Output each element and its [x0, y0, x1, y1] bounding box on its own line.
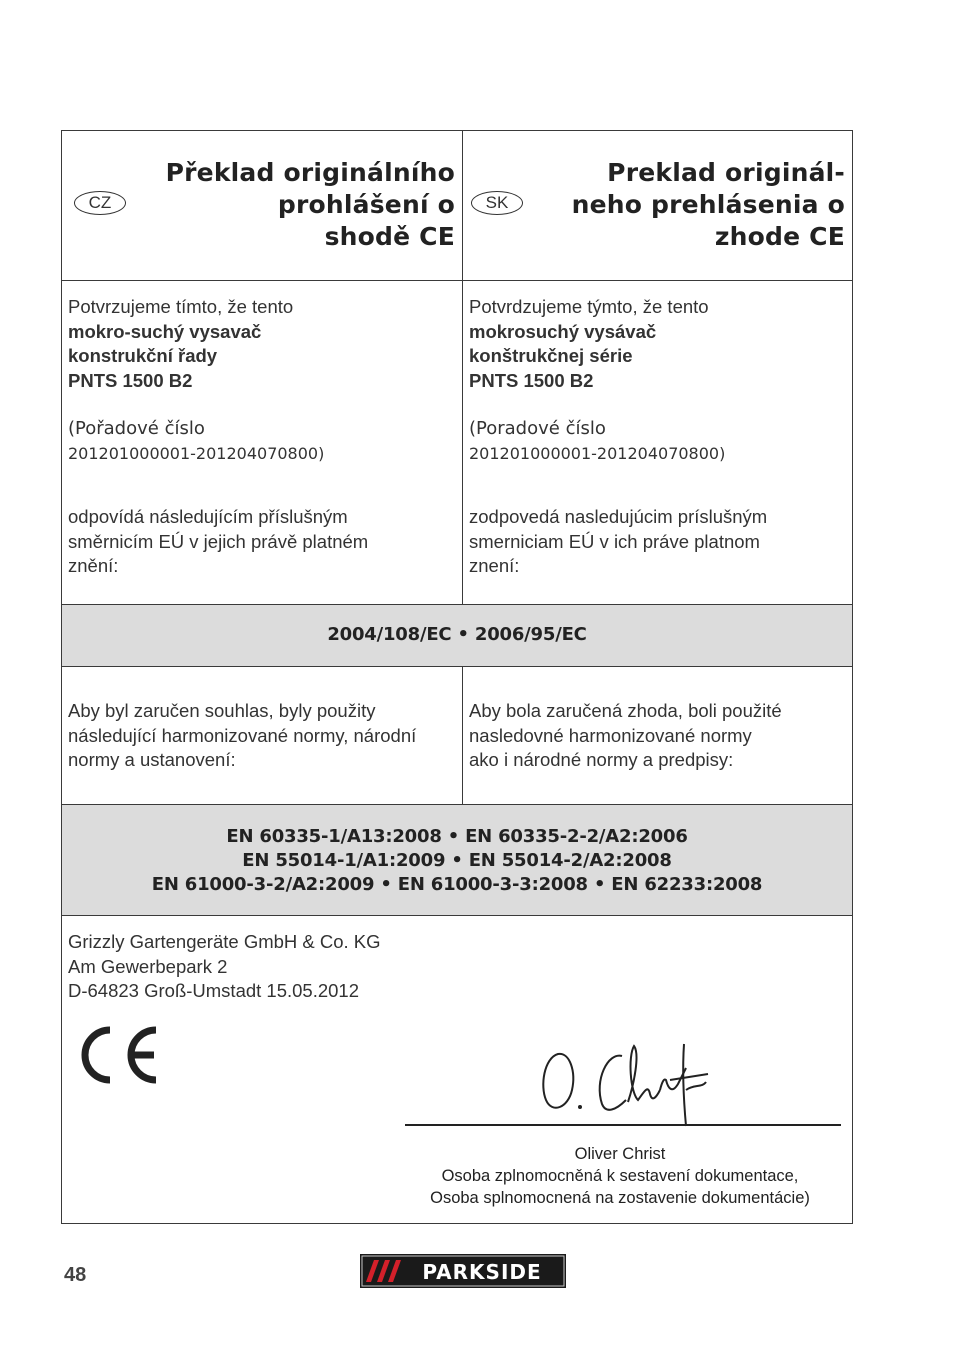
standards-line: EN 61000-3-2/A2:2009 • EN 61000-3-3:2008 • EN 62233:2008 — [151, 874, 763, 895]
harmonized-cz: Aby byl zaručen souhlas, byly použity následující harmonizované normy, národní normy a ustanovení: — [62, 667, 463, 804]
title-sk: Preklad originál- neho prehlásenia o zhode CE — [571, 158, 845, 251]
harmonized-sk: Aby bola zaručená zhoda, boli použité nasledovné harmonizované normy ako i národné normy a predpisy: — [469, 700, 782, 770]
signer-role-sk: Osoba splnomocnená na zostavenie dokumentácie) — [430, 1189, 810, 1207]
svg-text:PARKSIDE: PARKSIDE — [422, 1260, 542, 1284]
declaration-sk-text: Potvrdzujeme týmto, že tento mokrosuchý vysávač konštrukčnej série PNTS 1500 B2 (Poradové číslo 201201000001-201204070800) — [469, 295, 725, 466]
header-row — [62, 131, 852, 281]
declaration-sk — [463, 281, 852, 604]
language-badge-sk: SK — [471, 191, 523, 215]
title-cz: Překlad originálního prohlášení o shodě CE — [165, 158, 455, 251]
declaration-table — [61, 130, 853, 1224]
manufacturer-address: Grizzly Gartengeräte GmbH & Co. KG Am Gewerbepark 2 D-64823 Groß-Umstadt 15.05.2012 — [68, 931, 381, 1001]
declaration-row — [62, 281, 852, 605]
serial-range-sk: 201201000001-201204070800) — [469, 443, 726, 463]
standards-line: EN 55014-1/A1:2009 • EN 55014-2/A2:2008 — [242, 850, 672, 871]
standards-list — [62, 825, 852, 897]
directives-row — [62, 605, 852, 667]
page-number: 48 — [64, 1264, 87, 1286]
signature-line — [405, 1124, 841, 1126]
language-badge-cz: CZ — [74, 191, 126, 215]
serial-range-cz: 201201000001-201204070800) — [68, 443, 325, 463]
compliance-sk: zodpovedá nasledujúcim príslušným smerniciam EÚ v ich práve platnom znení: — [469, 506, 768, 576]
parkside-logo — [360, 1254, 566, 1288]
manufacturer-row — [62, 916, 852, 1224]
header-cz — [62, 131, 463, 280]
signer-role-cz: Osoba zplnomocněná k sestavení dokumentace, — [441, 1167, 799, 1185]
signer-name: Oliver Christ — [574, 1145, 666, 1163]
header-sk — [463, 131, 852, 280]
declaration-cz-text: Potvrzujeme tímto, že tento mokro-suchý vysavač konstrukční řady PNTS 1500 B2 (Pořadové číslo 201201000001-201204070800) — [68, 295, 324, 466]
compliance-cz: odpovídá následujícím příslušným směrnicím EÚ v jejich právě platném znění: — [68, 506, 369, 576]
model-number-sk: PNTS 1500 B2 — [469, 369, 594, 391]
signer-block — [405, 1143, 835, 1209]
standards-row — [62, 805, 852, 916]
model-number-cz: PNTS 1500 B2 — [68, 369, 193, 391]
harmonized-row — [62, 667, 852, 805]
ce-mark-icon — [76, 1024, 160, 1086]
standards-line: EN 60335-1/A13:2008 • EN 60335-2-2/A2:2006 — [226, 826, 688, 847]
directives-text: 2004/108/EC • 2006/95/EC — [327, 624, 587, 645]
signature-image — [536, 1034, 716, 1130]
declaration-cz — [62, 281, 463, 604]
